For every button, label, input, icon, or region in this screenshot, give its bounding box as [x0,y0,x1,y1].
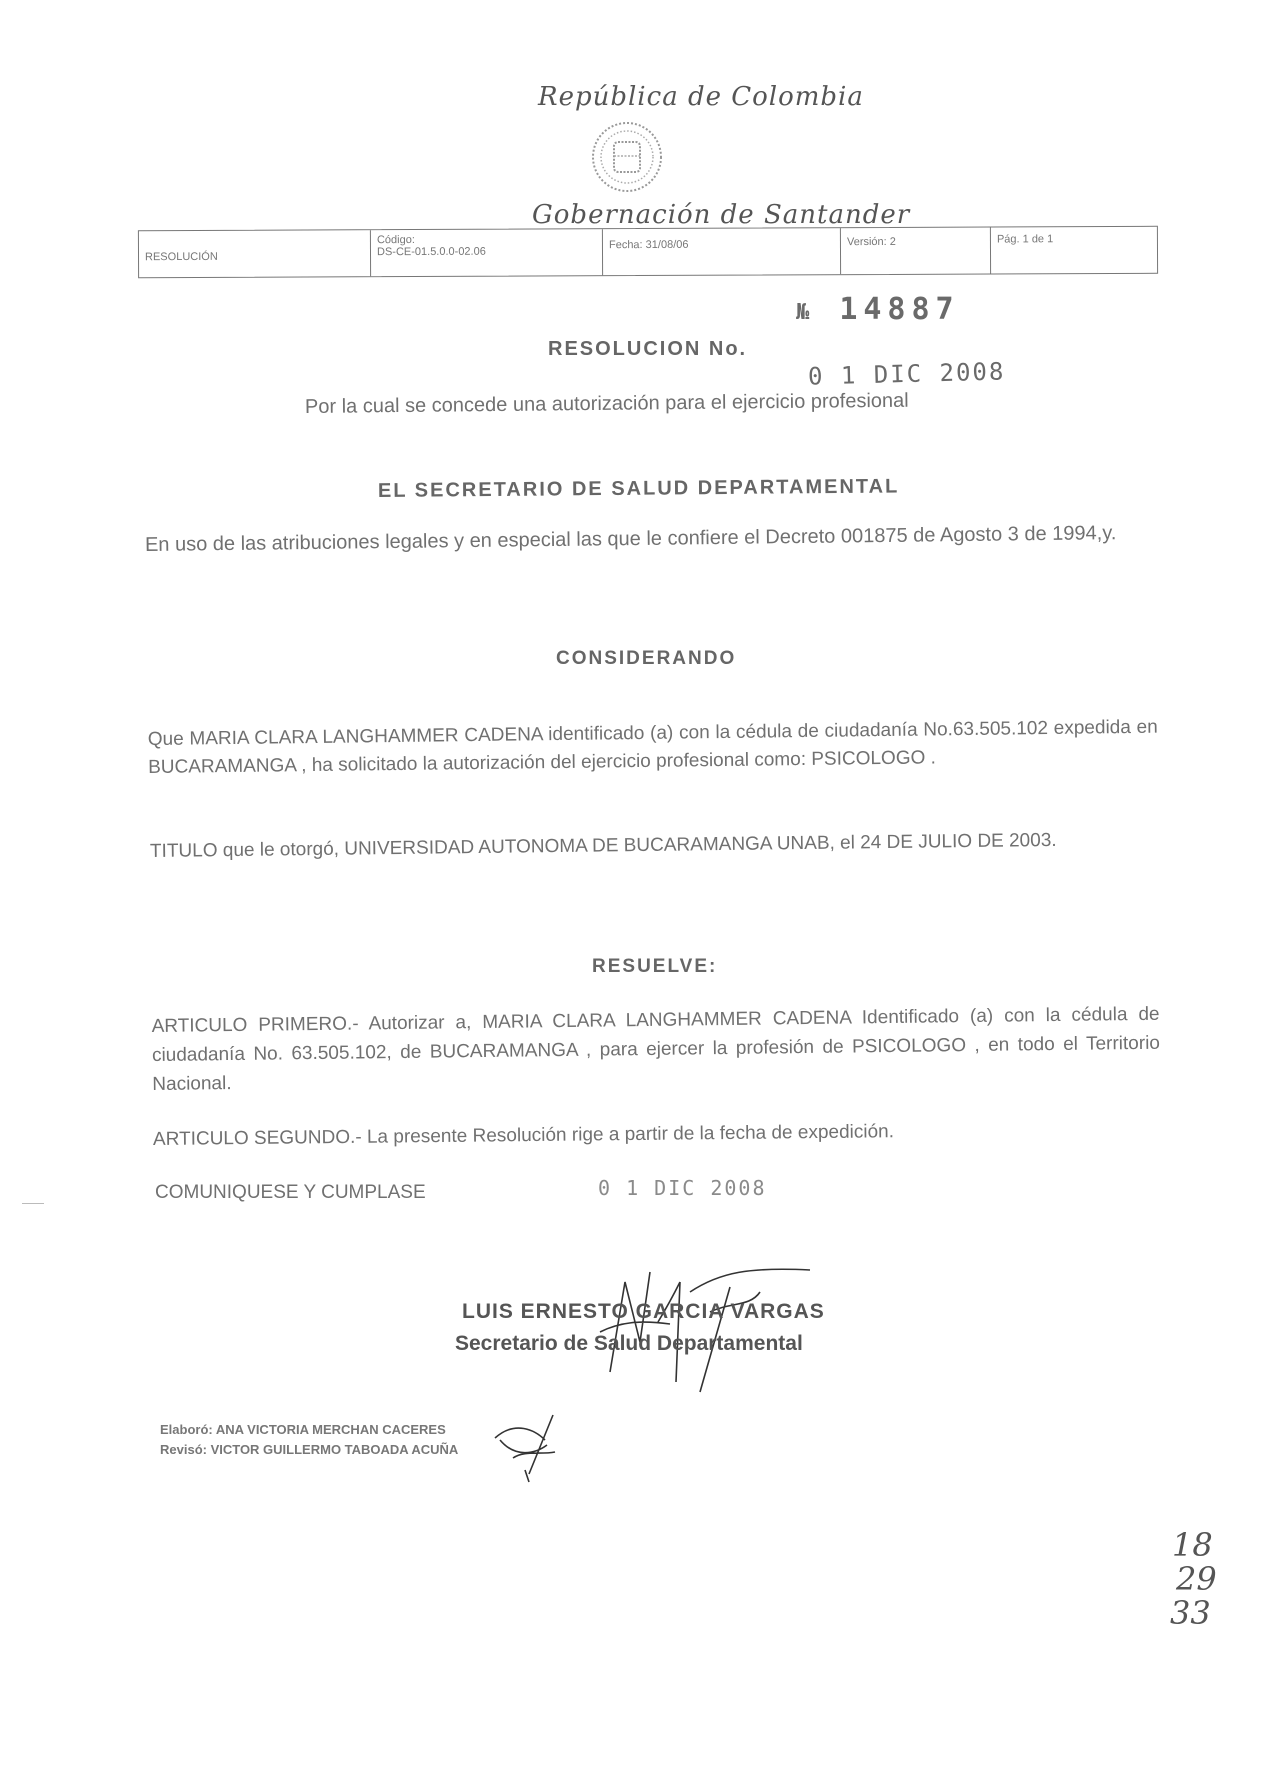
footer-reviso: Revisó: VICTOR GUILLERMO TABOADA ACUÑA [160,1442,459,1457]
header-code-label: Código: [376,234,415,247]
letterhead-government: Gobernación de Santander [532,200,911,230]
header-type: RESOLUCIÓN [139,230,371,277]
considerando-paragraph-1: Que MARIA CLARA LANGHAMMER CADENA identificado (a) con la cédula de ciudadanía No.63.505.102 expedida en BUCARAMANGA , ha solicitado la autorización del ejercicio profesional como: PSICOLOGO . [147,716,1158,778]
resolution-subtitle: Por la cual se concede una autorización para el ejercicio profesional [304,389,909,418]
considerando-heading: CONSIDERANDO [556,648,737,669]
article-segundo: ARTICULO SEGUNDO.- La presente Resolución rige a partir de la fecha de expedición. [152,1121,895,1150]
scan-mark-left [22,1203,44,1204]
header-date: Fecha: 31/08/06 [603,228,841,275]
resolution-number-prefix: № [796,300,816,325]
resolution-number [796,292,960,327]
header-page: Pág. 1 de 1 [996,233,1054,246]
header-code [371,229,603,276]
margin-note-2: 29 [1176,1560,1217,1598]
preamble: En uso de las atribuciones legales y en especial las que le confiere el Decreto 001875 de Agosto 3 de 1994,y. [144,522,1117,556]
margin-note-1: 18 [1172,1526,1213,1564]
signatory-title: Secretario de Salud Departamental [455,1332,803,1355]
letterhead-republic: República de Colombia [538,82,864,112]
closing-date-stamp: 0 1 DIC 2008 [598,1176,767,1200]
resolution-title: RESOLUCION No. [548,338,748,360]
document-header-table [138,226,1158,278]
margin-notes [1172,1528,1217,1630]
resolution-date-stamp: 0 1 DIC 2008 [807,357,1006,391]
coat-of-arms-seal [590,120,664,199]
footer-elaboro: Elaboró: ANA VICTORIA MERCHAN CACERES [160,1422,446,1437]
initials-scribble [485,1410,565,1490]
header-code-value: DS-CE-01.5.0.0-02.06 [376,245,486,259]
signatory-name: LUIS ERNESTO GARCIA VARGAS [462,1300,825,1323]
closing-text: COMUNIQUESE Y CUMPLASE [155,1182,426,1203]
margin-note-3: 33 [1170,1594,1211,1632]
article-primero: ARTICULO PRIMERO.- Autorizar a, MARIA CLARA LANGHAMMER CADENA Identificado (a) con la cédula de ciudadanía No. 63.505.102, de BUCARAMANGA , para ejercer la profesión de PSICOLOGO , en todo el Territorio Nacional. [151,1003,1161,1095]
authority-heading: EL SECRETARIO DE SALUD DEPARTAMENTAL [377,475,900,502]
resolution-number-value: 14887 [839,292,960,327]
header-version: Versión: 2 [841,228,991,275]
resuelve-heading: RESUELVE: [592,956,718,977]
considerando-paragraph-2: TITULO que le otorgó, UNIVERSIDAD AUTONOMA DE BUCARAMANGA UNAB, el 24 DE JULIO DE 2003. [149,829,1057,862]
